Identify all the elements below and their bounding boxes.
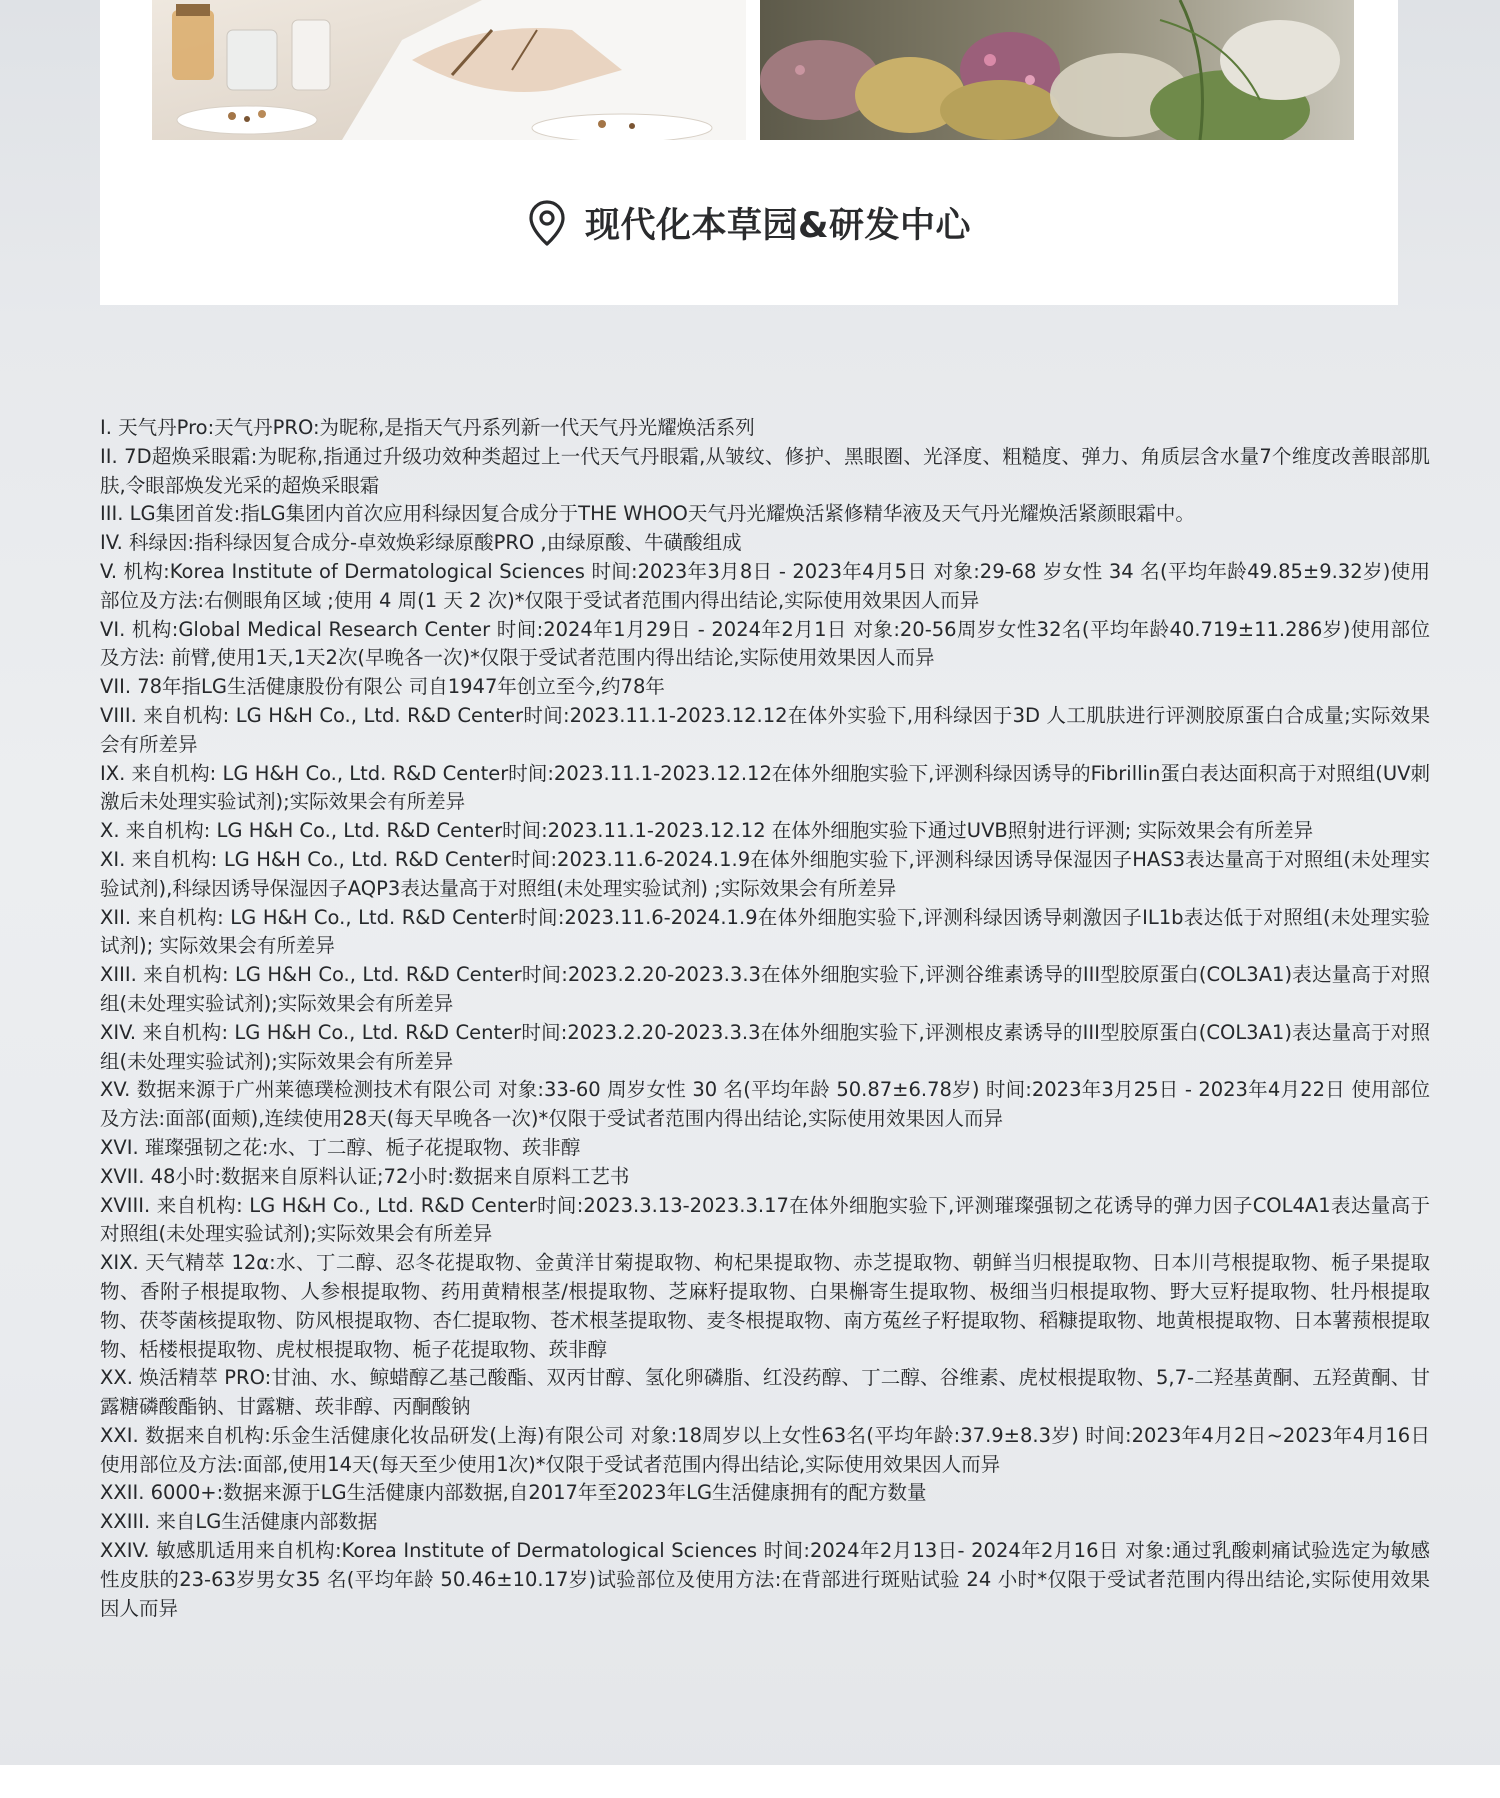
footnote: VII. 78年指LG生活健康股份有限公 司自1947年创立至今,约78年 [100,675,665,699]
footnote: IV. 科绿因:指科绿因复合成分-卓效焕彩绿原酸PRO ,由绿原酸、牛磺酸组成 [100,531,742,555]
footnote: XXII. 6000+:数据来源于LG生活健康内部数据,自2017年至2023年LG生活健康拥有的配方数量 [100,1481,927,1505]
footnote: III. LG集团首发:指LG集团内首次应用科绿因复合成分于THE WHOO天气丹光耀焕活紧修精华液及天气丹光耀焕活紧颜眼霜中。 [100,502,1195,526]
footnote: VI. 机构:Global Medical Research Center 时间:2024年1月29日 - 2024年2月1日 对象:20-56周岁女性32名(平均年龄40.719±11.286岁)使用部位及方法: 前臂,使用1天,1天2次(早晚各一次)*仅限于受试者范围内得出结论,实际使用效果因人而异 [100,617,1430,670]
footnote: V. 机构:Korea Institute of Dermatological Sciences 时间:2023年3月8日 - 2023年4月5日 对象:29-68 岁女性 34 名(平均年龄49.85±9.32岁)使用部位及方法:右侧眼角区域 ;使用 4 周(1 天 2 次)*仅限于受试者范围内得出结论,实际使用效果因人而异 [100,559,1430,612]
footnote: XIV. 来自机构: LG H&H Co., Ltd. R&D Center时间:2023.2.20-2023.3.3在体外细胞实验下,评测根皮素诱导的III型胶原蛋白(COL3A1)表达量高于对照组(未处理实验试剂);实际效果会有所差异 [100,1020,1430,1073]
footnote: XXIV. 敏感肌适用来自机构:Korea Institute of Dermatological Sciences 时间:2024年2月13日- 2024年2月16日 对象:通过乳酸刺痛试验选定为敏感性皮肤的23-63岁男女35 名(平均年龄 50.46±10.17岁)试验部位及使用方法:在背部进行斑贴试验 24 小时*仅限于受试者范围内得出结论,实际使用效果因人而异 [100,1539,1430,1620]
footnote: XIX. 天气精萃 12α:水、丁二醇、忍冬花提取物、金黄洋甘菊提取物、枸杞果提取物、赤芝提取物、朝鲜当归根提取物、日本川芎根提取物、栀子果提取物、香附子根提取物、人参根提取物、药用黄精根茎/根提取物、芝麻籽提取物、白果槲寄生提取物、极细当归根提取物、野大豆籽提取物、牡丹根提取物、茯苓菌核提取物、防风根提取物、杏仁提取物、苍术根茎提取物、麦冬根提取物、南方菟丝子籽提取物、稻糠提取物、地黄根提取物、日本薯蓣根提取物、栝楼根提取物、虎杖根提取物、栀子花提取物、莰非醇 [100,1251,1430,1361]
footnote: XV. 数据来源于广州莱德璞检测技术有限公司 对象:33-60 周岁女性 30 名(平均年龄 50.87±6.78岁) 时间:2023年3月25日 - 2023年4月22日 使用部位及方法:面部(面颊),连续使用28天(每天早晚各一次)*仅限于受试者范围内得出结论,实际使用效果因人而异 [100,1078,1430,1131]
footnote: XXI. 数据来自机构:乐金生活健康化妆品研发(上海)有限公司 对象:18周岁以上女性63名(平均年龄:37.9±8.3岁) 时间:2023年4月2日~2023年4月16日 使用部位及方法:面部,使用14天(每天至少使用1次)*仅限于受试者范围内得出结论,实际使用效果因人而异 [100,1423,1430,1476]
footnote: IX. 来自机构: LG H&H Co., Ltd. R&D Center时间:2023.11.1-2023.12.12在体外细胞实验下,评测科绿因诱导的Fibrillin蛋白表达面积高于对照组(UV刺激后未处理实验试剂);实际效果会有所差异 [100,761,1430,814]
footnote: XXIII. 来自LG生活健康内部数据 [100,1510,378,1534]
footnote: I. 天气丹Pro:天气丹PRO:为昵称,是指天气丹系列新一代天气丹光耀焕活系列 [100,416,755,439]
footnotes-list [100,414,1430,1623]
dried-herbs-and-flowers-in-jars-photo [760,0,1354,140]
location-caption [100,195,1398,251]
footnote: XX. 焕活精萃 PRO:甘油、水、鲸蜡醇乙基己酸酯、双丙甘醇、氢化卵磷脂、红没药醇、丁二醇、谷维素、虎杖根提取物、5,7-二羟基黄酮、五羟黄酮、甘露糖磷酸酯钠、甘露糖、莰非醇、丙酮酸钠 [100,1366,1430,1419]
location-label: 现代化本草园&研发中心 [584,206,972,246]
footnote: XII. 来自机构: LG H&H Co., Ltd. R&D Center时间:2023.11.6-2024.1.9在体外细胞实验下,评测科绿因诱导刺激因子IL1b表达低于对照组(未处理实验试剂); 实际效果会有所差异 [100,905,1430,958]
header-card [100,0,1398,305]
footnote: X. 来自机构: LG H&H Co., Ltd. R&D Center时间:2023.11.1-2023.12.12 在体外细胞实验下通过UVB照射进行评测; 实际效果会有所差异 [100,819,1314,843]
footnote: II. 7D超焕采眼霜:为昵称,指通过升级功效种类超过上一代天气丹眼霜,从皱纹、修护、黑眼圈、光泽度、粗糙度、弹力、角质层含水量7个维度改善眼部肌肤,令眼部焕发光采的超焕采眼霜 [100,444,1430,497]
footnote: XVIII. 来自机构: LG H&H Co., Ltd. R&D Center时间:2023.3.13-2023.3.17在体外细胞实验下,评测璀璨强韧之花诱导的弹力因子COL4A1表达量高于对照组(未处理实验试剂);实际效果会有所差异 [100,1193,1430,1246]
location-pin-icon [527,199,567,247]
footnote: VIII. 来自机构: LG H&H Co., Ltd. R&D Center时间:2023.11.1-2023.12.12在体外实验下,用科绿因于3D 人工肌肤进行评测胶原蛋白合成量;实际效果会有所差异 [100,703,1430,756]
footnote: XI. 来自机构: LG H&H Co., Ltd. R&D Center时间:2023.11.6-2024.1.9在体外细胞实验下,评测科绿因诱导保湿因子HAS3表达量高于对照组(未处理实验试剂),科绿因诱导保湿因子AQP3表达量高于对照组(未处理实验试剂) ;实际效果会有所差异 [100,847,1430,900]
bottom-white-band [0,1765,1500,1798]
footnote: XVI. 璀璨强韧之花:水、丁二醇、栀子花提取物、莰非醇 [100,1135,581,1159]
footnote: XIII. 来自机构: LG H&H Co., Ltd. R&D Center时间:2023.2.20-2023.3.3在体外细胞实验下,评测谷维素诱导的III型胶原蛋白(COL3A1)表达量高于对照组(未处理实验试剂);实际效果会有所差异 [100,963,1430,1015]
scientist-with-herb-jars-photo [152,0,746,140]
footnote: XVII. 48小时:数据来自原料认证;72小时:数据来自原料工艺书 [100,1164,630,1188]
